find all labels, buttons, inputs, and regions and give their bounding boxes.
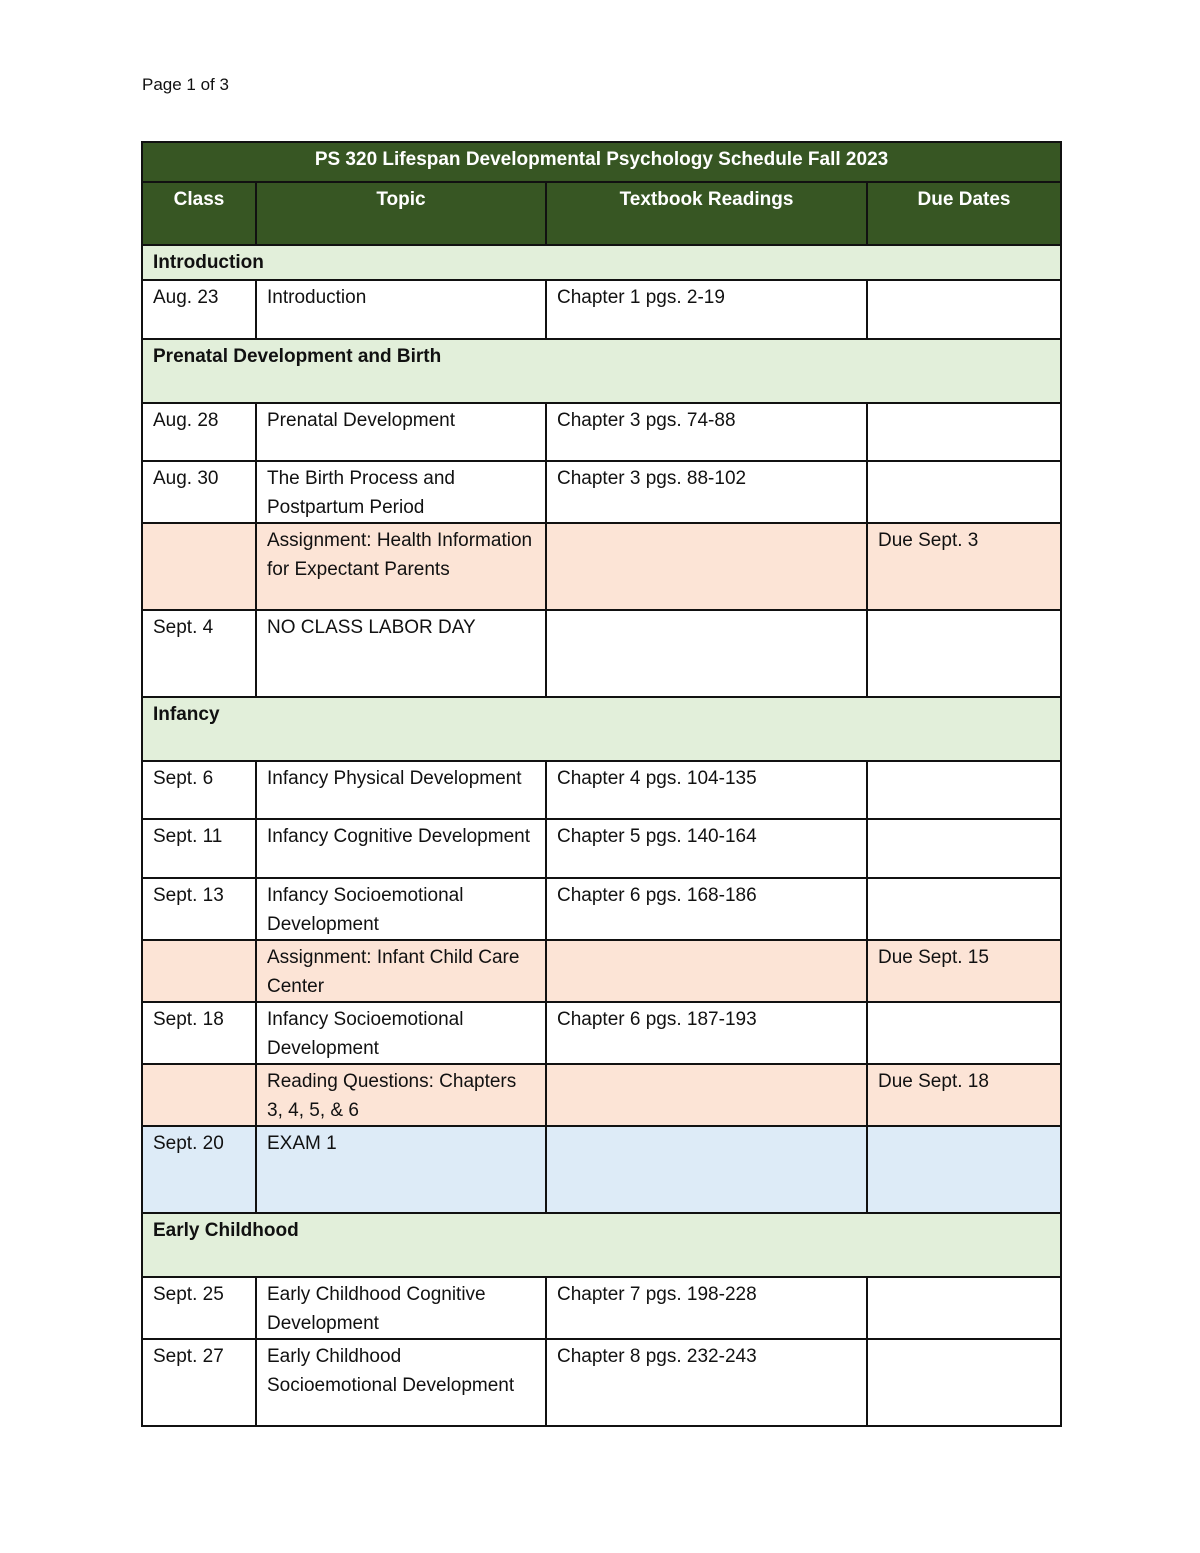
cell-due [867,1126,1061,1213]
cell-due [867,1339,1061,1426]
cell-topic: Assignment: Infant Child Care Center [256,940,546,1002]
class-row [142,1277,1061,1339]
section-row [142,245,1061,280]
cell-topic: Infancy Socioemotional Development [256,878,546,940]
section-title: Introduction [142,245,1061,280]
class-row [142,403,1061,461]
cell-due [867,610,1061,697]
cell-due [867,461,1061,523]
cell-topic: Assignment: Health Information for Expectant Parents [256,523,546,610]
class-row [142,761,1061,819]
cell-reading [546,1126,867,1213]
cell-reading [546,940,867,1002]
cell-topic: Prenatal Development [256,403,546,461]
class-row [142,1339,1061,1426]
cell-date: Sept. 13 [142,878,256,940]
cell-topic: Early Childhood Cognitive Development [256,1277,546,1339]
cell-due [867,819,1061,878]
page-number: Page 1 of 3 [142,75,229,94]
cell-date: Sept. 11 [142,819,256,878]
assignment-row [142,940,1061,1002]
cell-topic: Infancy Physical Development [256,761,546,819]
cell-due [867,403,1061,461]
cell-date: Sept. 27 [142,1339,256,1426]
class-row [142,819,1061,878]
cell-date: Sept. 4 [142,610,256,697]
schedule-table [141,141,1062,1427]
assignment-row [142,523,1061,610]
cell-due: Due Sept. 18 [867,1064,1061,1126]
section-row [142,339,1061,403]
cell-topic: The Birth Process and Postpartum Period [256,461,546,523]
cell-reading: Chapter 5 pgs. 140-164 [546,819,867,878]
cell-reading: Chapter 4 pgs. 104-135 [546,761,867,819]
cell-date: Sept. 25 [142,1277,256,1339]
cell-date [142,1064,256,1126]
cell-reading: Chapter 3 pgs. 88-102 [546,461,867,523]
schedule-body [142,142,1061,1426]
cell-date: Aug. 30 [142,461,256,523]
cell-due [867,1277,1061,1339]
cell-due [867,1002,1061,1064]
class-row [142,878,1061,940]
schedule-title: PS 320 Lifespan Developmental Psychology Schedule Fall 2023 [142,142,1061,182]
class-row [142,461,1061,523]
cell-due [867,878,1061,940]
cell-topic: EXAM 1 [256,1126,546,1213]
cell-date: Aug. 23 [142,280,256,339]
header-topic: Topic [256,182,546,245]
cell-reading [546,523,867,610]
section-row [142,1213,1061,1277]
class-row [142,1002,1061,1064]
cell-topic: Introduction [256,280,546,339]
cell-reading: Chapter 6 pgs. 168-186 [546,878,867,940]
cell-due [867,761,1061,819]
cell-reading: Chapter 8 pgs. 232-243 [546,1339,867,1426]
section-title: Prenatal Development and Birth [142,339,1061,403]
cell-topic: Reading Questions: Chapters 3, 4, 5, & 6 [256,1064,546,1126]
cell-reading: Chapter 1 pgs. 2-19 [546,280,867,339]
cell-topic: NO CLASS LABOR DAY [256,610,546,697]
cell-date: Sept. 18 [142,1002,256,1064]
class-row [142,280,1061,339]
cell-topic: Infancy Socioemotional Development [256,1002,546,1064]
cell-reading [546,610,867,697]
cell-due: Due Sept. 15 [867,940,1061,1002]
cell-date: Sept. 6 [142,761,256,819]
header-row [142,182,1061,245]
cell-due: Due Sept. 3 [867,523,1061,610]
header-readings: Textbook Readings [546,182,867,245]
cell-date: Aug. 28 [142,403,256,461]
cell-date [142,940,256,1002]
cell-date [142,523,256,610]
cell-topic: Early Childhood Socioemotional Development [256,1339,546,1426]
class-row [142,610,1061,697]
exam-row [142,1126,1061,1213]
section-title: Early Childhood [142,1213,1061,1277]
cell-topic: Infancy Cognitive Development [256,819,546,878]
title-row [142,142,1061,182]
cell-reading: Chapter 7 pgs. 198-228 [546,1277,867,1339]
cell-reading: Chapter 6 pgs. 187-193 [546,1002,867,1064]
header-due-dates: Due Dates [867,182,1061,245]
section-title: Infancy [142,697,1061,761]
cell-date: Sept. 20 [142,1126,256,1213]
header-class: Class [142,182,256,245]
assignment-row [142,1064,1061,1126]
cell-reading: Chapter 3 pgs. 74-88 [546,403,867,461]
cell-due [867,280,1061,339]
cell-reading [546,1064,867,1126]
section-row [142,697,1061,761]
